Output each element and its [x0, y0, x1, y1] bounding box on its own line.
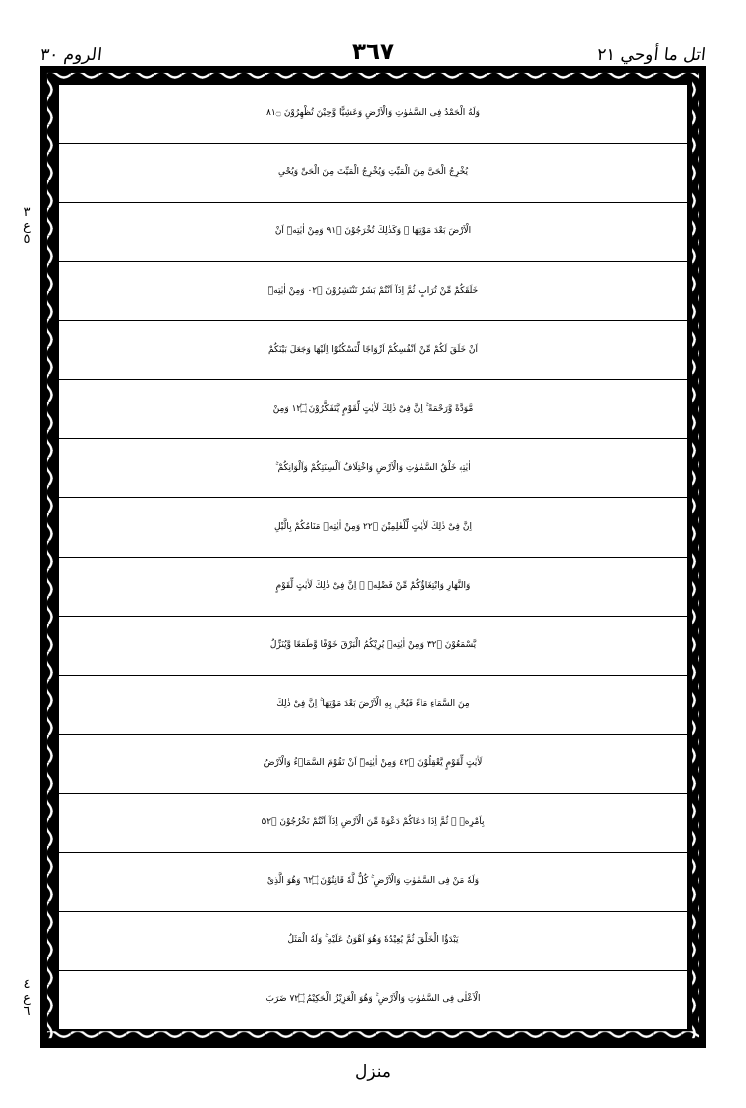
page-number: ٣٦٧	[351, 39, 395, 65]
line-text: مِنَ السَّمَاۤءِ مَاۤءً فَيُحْىٖ بِهِ الْاَرْضَ بَعْدَ مَوْتِهَا ۚ اِنَّ فِىْ ذٰلِكَ	[276, 698, 470, 709]
quran-line	[59, 617, 687, 676]
line-text: الْاَرْضَ بَعْدَ مَوْتِهَا ۚ وَكَذٰلِكَ تُخْرَجُوْنَ ۝١٩ وَمِنْ اٰيٰتِهٖٓ اَنْ	[274, 226, 472, 237]
quran-line	[59, 439, 687, 498]
text-block	[57, 83, 689, 1031]
line-text: بِاَمْرِهٖ ۚ ثُمَّ اِذَا دَعَاكُمْ دَعْوَةً مِّنَ الْاَرْضِ اِذَآ اَنْتُمْ تَخْرُجُوْنَ ۝٢٥	[261, 817, 485, 828]
margin-note-top	[12, 206, 42, 247]
footer-label: منزل	[355, 1062, 391, 1082]
margin-note-bottom-line2: ع	[23, 990, 31, 1006]
quran-line	[59, 735, 687, 794]
line-text: اٰيٰتِهٖ خَلْقُ السَّمٰوٰتِ وَالْاَرْضِ وَاخْتِلَافُ اَلْسِنَتِكُمْ وَاَلْوَانِكُمْ ۚ	[275, 462, 471, 473]
margin-note-bottom	[12, 978, 42, 1019]
line-text: مَّوَدَّةً وَّرَحْمَةً ۚ اِنَّ فِىْ ذٰلِكَ لَاٰيٰتٍ لِّقَوْمٍ يَّتَفَكَّرُوْنَ ۝٢١ وَمِنْ	[272, 403, 474, 414]
quran-line	[59, 912, 687, 971]
line-text: وَلَهُ الْحَمْدُ فِى السَّمٰوٰتِ وَالْاَرْضِ وَعَشِيًّا وَّحِيْنَ تُظْهِرُوْنَ ۝١٨	[266, 108, 480, 119]
quran-line	[59, 321, 687, 380]
line-text: الْاَعْلٰى فِى السَّمٰوٰتِ وَالْاَرْضِ ۚ وَهُوَ الْعَزِيْزُ الْحَكِيْمُ ۝٢٧ ضَرَبَ	[265, 994, 481, 1005]
margin-note-bottom-line1: ٤	[23, 977, 31, 992]
quran-line	[59, 971, 687, 1029]
line-text: اِنَّ فِىْ ذٰلِكَ لَاٰيٰتٍ لِّلْعٰلِمِيْنَ ۝٢٢ وَمِنْ اٰيٰتِهٖ مَنَامُكُمْ بِالَّيْلِ	[274, 521, 472, 532]
quran-line	[59, 380, 687, 439]
margin-note-top-line1: ٣	[23, 205, 31, 220]
line-text: خَلَقَكُمْ مِّنْ تُرَابٍ ثُمَّ اِذَآ اَنْتُمْ بَشَرٌ تَنْتَشِرُوْنَ ۝٢٠ وَمِنْ اٰيٰتِهٖٓ	[267, 285, 479, 296]
quran-line	[59, 676, 687, 735]
line-text: يَبْدَؤُا الْخَلْقَ ثُمَّ يُعِيْدُهٗ وَهُوَ اَهْوَنُ عَلَيْهِ ۚ وَلَهُ الْمَثَلُ	[287, 935, 459, 946]
page-header	[34, 28, 712, 64]
quran-line	[59, 203, 687, 262]
juz-name-label: اتل ما أوحي ٢١	[596, 45, 708, 65]
quran-line	[59, 498, 687, 557]
quran-line	[59, 558, 687, 617]
quran-lines	[59, 85, 687, 1029]
quran-line	[59, 794, 687, 853]
line-text: وَالنَّهَارِ وَابْتِغَاؤُكُمْ مِّنْ فَضْلِهٖ ۚ اِنَّ فِىْ ذٰلِكَ لَاٰيٰتٍ لِّقَوْمٍ	[275, 580, 471, 591]
line-text: وَلَهٗ مَنْ فِى السَّمٰوٰتِ وَالْاَرْضِ ۚ كُلٌّ لَّهٗ قَانِتُوْنَ ۝٢٦ وَهُوَ الَّذِىْ	[266, 876, 480, 887]
quran-line	[59, 262, 687, 321]
margin-note-top-line2: ع	[23, 218, 31, 234]
line-text: اَنْ خَلَقَ لَكُمْ مِّنْ اَنْفُسِكُمْ اَزْوَاجًا لِّتَسْكُنُوْٓا اِلَيْهَا وَجَعَلَ بَيْنَكُمْ	[268, 344, 478, 355]
line-text: يُخْرِجُ الْحَىَّ مِنَ الْمَيِّتِ وَيُخْرِجُ الْمَيِّتَ مِنَ الْحَىِّ وَيُحْىِ	[277, 167, 469, 178]
quran-line	[59, 85, 687, 144]
quran-line	[59, 144, 687, 203]
quran-line	[59, 853, 687, 912]
surah-name-label: الروم ٣٠	[39, 45, 103, 65]
margin-note-bottom-line3: ٦	[23, 1004, 31, 1020]
line-text: يَّسْمَعُوْنَ ۝٢٣ وَمِنْ اٰيٰتِهٖ يُرِيْكُمُ الْبَرْقَ خَوْفًا وَّطَمَعًا وَّيُنَزِّلُ	[269, 639, 477, 650]
line-text: لَاٰيٰتٍ لِّقَوْمٍ يَّعْقِلُوْنَ ۝٢٤ وَمِنْ اٰيٰتِهٖٓ اَنْ تَقُوْمَ السَّمَاۤءُ وَالْاَرْضُ	[263, 758, 483, 768]
ornate-frame	[40, 66, 706, 1048]
margin-note-top-line3: ٥	[23, 232, 31, 248]
